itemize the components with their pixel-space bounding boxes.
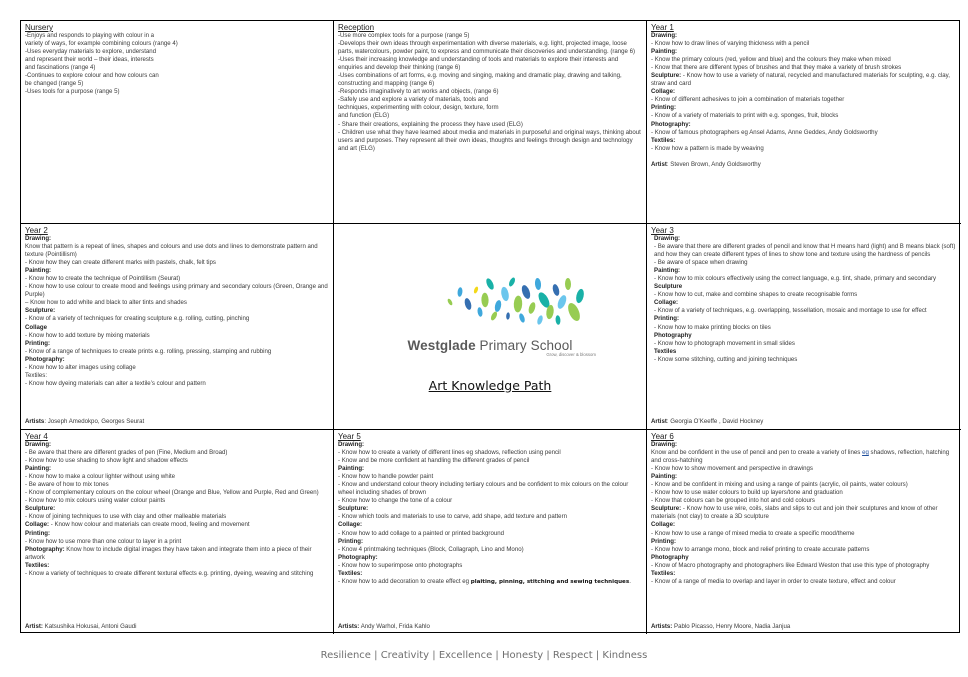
section-label-printing: Printing: bbox=[651, 104, 677, 112]
text-line: - Know how to create a variety of different lines eg shadows, reflection using pencil bbox=[338, 449, 561, 457]
text-line: variety of ways, for example combining colours (range 4) bbox=[25, 40, 178, 48]
section-label-photography: Photography bbox=[651, 553, 689, 561]
leaf-shape bbox=[536, 315, 544, 326]
artist-label: Artists: bbox=[651, 622, 673, 630]
leaf-shape bbox=[473, 286, 479, 294]
text-line: - Know how to add texture by mixing materials bbox=[25, 331, 150, 339]
text-line: -Develops their own ideas through experimentation with diverse materials, e.g. light, projected image, loose parts, watercolours, powder paint, to express and communicate their discoveries and understanding. (range 6) bbox=[338, 40, 636, 56]
school-value: Honesty bbox=[501, 650, 544, 661]
text-line: - Know how to make a colour lighter without using white bbox=[25, 473, 176, 481]
section-label-drawing: Drawing: bbox=[651, 32, 678, 39]
text-line: - Be aware that there are different grades of pen (Fine, Medium and Broad) bbox=[25, 449, 228, 457]
text-line: - Know how to photograph movement in small slides bbox=[654, 339, 795, 347]
section-label-printing: Printing: bbox=[25, 339, 51, 347]
school-values-footer bbox=[0, 650, 968, 661]
text-line: - Know and be confident in mixing and using a range of paints (acrylic, oil paints, water colours) bbox=[651, 481, 908, 489]
text-line: -Safely use and explore a variety of materials, tools and bbox=[338, 96, 489, 104]
text-line: - Share their creations, explaining the process they have used (ELG) bbox=[338, 120, 523, 128]
text-line: - Know the primary colours (red, yellow and blue) and the colours they make when mixed bbox=[651, 56, 891, 64]
section-label-drawing: Drawing: bbox=[25, 441, 52, 448]
cell-heading: Year 1 bbox=[651, 23, 674, 32]
cell-year-1 bbox=[647, 21, 961, 224]
leaf-shape bbox=[527, 302, 536, 315]
school-value: Kindness bbox=[602, 650, 648, 661]
text-line: - Know how to handle powder paint bbox=[338, 473, 434, 481]
section-label-painting: Painting: bbox=[654, 267, 681, 275]
school-value: Respect bbox=[552, 650, 593, 661]
leaf-shape bbox=[566, 302, 583, 323]
section-collage bbox=[651, 307, 957, 315]
school-name-bold: Westglade bbox=[407, 338, 476, 354]
artist-names: Katsushika Hokusai, Antoni Gaudi bbox=[42, 622, 137, 630]
section-collage bbox=[651, 96, 957, 104]
section-painting bbox=[651, 275, 957, 283]
text-line: - Be aware of how to mix tones bbox=[25, 481, 109, 489]
artist-label: Artist bbox=[651, 160, 667, 168]
leaf-shape bbox=[565, 278, 571, 290]
leaf-shape bbox=[506, 313, 510, 320]
text-line: - Know 4 printmaking techniques (Block, Collagraph, Lino and Mono) bbox=[338, 545, 524, 553]
text-line: - Know how to cut, make and combine shapes to create recognisable forms bbox=[654, 291, 858, 299]
text-line: - Know of different adhesives to join a combination of materials together bbox=[651, 96, 845, 104]
text-line: - Know how to use a range of mixed media to create a specific mood/theme bbox=[651, 529, 855, 537]
text-line: - Know of joining techniques to use with clay and other malleable materials bbox=[25, 513, 227, 521]
text-line: - Children use what they have learned about media and materials in purposeful and original ways, thinking about users and purposes. They represent all their own ideas, thoughts and feelings through design and technology and art (ELG) bbox=[338, 128, 641, 152]
section-photography bbox=[651, 340, 957, 348]
drawing-text: Know and be confident in the use of pencil and pen to create a variety of lines bbox=[651, 449, 863, 457]
section-drawing bbox=[338, 449, 642, 465]
cell-reception bbox=[334, 21, 647, 224]
text-line: Know that pattern is a repeat of lines, shapes and colours and use dots and lines to demonstrate pattern and texture (Pointillism) bbox=[25, 243, 318, 259]
text-line: - Know that colours can be grouped into hot and cold colours bbox=[651, 497, 815, 505]
text-line: - Know and understand colour theory including tertiary colours and be confident to mix colours on the colour wheel including shades of brown bbox=[338, 481, 629, 497]
text-line: - Know some stitching, cutting and joining techniques bbox=[654, 355, 798, 363]
artist-label: Artists bbox=[25, 417, 45, 425]
value-separator: | bbox=[592, 650, 603, 661]
artist-label: Artists: bbox=[338, 622, 360, 630]
cell-year-4 bbox=[21, 430, 334, 634]
cell-heading: Year 3 bbox=[651, 226, 674, 235]
section-printing bbox=[651, 546, 957, 554]
text-line: -Responds imaginatively to art works and objects, (range 6) bbox=[338, 88, 499, 96]
text-line: - Know of a variety of materials to print with e.g. sponges, fruit, blocks bbox=[651, 112, 839, 120]
textiles-text: - Know how to add decoration to create effect eg bbox=[338, 577, 471, 585]
text-line: - Know how they can create different marks with pastels, chalk, felt tips bbox=[25, 259, 216, 267]
section-printing bbox=[25, 538, 329, 546]
leaf-shape bbox=[556, 294, 568, 310]
text-line: and represent their world – their ideas, interests bbox=[25, 56, 154, 64]
section-label-printing: Printing: bbox=[654, 315, 680, 323]
artist-line bbox=[651, 418, 763, 426]
art-knowledge-grid bbox=[20, 20, 960, 633]
text-line: - Know how a pattern is made by weaving bbox=[651, 144, 764, 152]
text-line: -Continues to explore colour and how colours can bbox=[25, 72, 159, 80]
section-label-textiles: Textiles: bbox=[651, 136, 676, 144]
section-sculpture bbox=[338, 513, 642, 521]
value-separator: | bbox=[543, 650, 553, 661]
text-line: - Know how to mix colours using water colour paints bbox=[25, 497, 166, 505]
section-label-sculpture: Sculpture: bbox=[651, 505, 682, 513]
section-label-sculpture: Sculpture: bbox=[338, 505, 369, 513]
text-line: -Uses their increasing knowledge and understanding of tools and materials to explore their interests and enquiries and develop their thinking (range 6) bbox=[338, 56, 619, 72]
cell-heading: Nursery bbox=[25, 23, 54, 32]
section-label-drawing: Drawing: bbox=[651, 441, 678, 448]
section-photography bbox=[651, 129, 957, 137]
section-text: Know how to include digital images they have taken and integrate them into a piece of their artwork bbox=[25, 545, 312, 561]
section-label-textiles: Textiles: bbox=[651, 569, 676, 577]
text-line: techniques, experimenting with colour, design, texture, form bbox=[338, 104, 499, 112]
text-line: - Know how to use more than one colour to layer in a print bbox=[25, 537, 182, 545]
section-painting bbox=[25, 473, 329, 505]
text-line: - Know how to use water colours to build up layers/tone and graduation bbox=[651, 489, 843, 497]
section-label-textiles: Textiles: bbox=[25, 561, 50, 569]
leaf-shape bbox=[508, 277, 517, 288]
section-drawing-intro bbox=[651, 449, 957, 465]
section-label-textiles: Textiles: bbox=[338, 569, 363, 577]
reception-lines bbox=[338, 32, 642, 153]
text-line: - Know of a variety of techniques for creating sculpture e.g. rolling, cutting, pinching bbox=[25, 315, 250, 323]
artist-line bbox=[651, 161, 957, 169]
cell-nursery bbox=[21, 21, 334, 224]
section-label-painting: Painting: bbox=[651, 473, 678, 481]
section-label-textiles: Textiles: bbox=[25, 371, 48, 379]
section-label-drawing: Drawing: bbox=[25, 235, 52, 242]
section-label-painting: Painting: bbox=[25, 267, 52, 275]
cell-school-logo bbox=[334, 224, 647, 430]
section-collage bbox=[651, 530, 957, 538]
section-label-drawing: Drawing: bbox=[654, 235, 681, 242]
text-line: -Uses tools for a purpose (range 5) bbox=[25, 88, 120, 96]
leaf-shape bbox=[457, 287, 463, 297]
section-label-photography: Photography: bbox=[25, 355, 65, 363]
value-separator: | bbox=[370, 650, 381, 661]
section-label-collage: Collage: bbox=[338, 521, 363, 529]
section-photography bbox=[25, 546, 329, 562]
cell-year-5 bbox=[334, 430, 647, 634]
leaf-shape bbox=[534, 278, 541, 291]
page-title: Art Knowledge Path bbox=[428, 377, 552, 393]
artist-line bbox=[651, 623, 790, 631]
section-drawing bbox=[651, 465, 957, 473]
section-photography bbox=[338, 562, 642, 570]
section-label-sculpture: Sculpture: bbox=[651, 72, 682, 80]
text-line: - Know how to superimpose onto photographs bbox=[338, 561, 463, 569]
school-tagline: Grow, discover & blossom bbox=[546, 352, 596, 358]
section-label-sculpture: Sculpture bbox=[654, 283, 683, 291]
section-sculpture bbox=[25, 513, 329, 521]
section-label-collage: Collage: bbox=[25, 521, 50, 529]
section-photography bbox=[25, 364, 329, 372]
section-collage bbox=[25, 521, 329, 529]
text-line: be changed (range 5) bbox=[25, 80, 84, 88]
section-text: - Know how to use a variety of natural, recycled and manufactured materials for sculpting, e.g. clay, straw and card bbox=[651, 72, 950, 88]
text-line: -Uses everyday materials to explore, understand bbox=[25, 48, 157, 56]
text-line: - Know of complementary colours on the colour wheel (Orange and Blue, Yellow and Purple, Red and Green) bbox=[25, 489, 319, 497]
section-painting bbox=[651, 481, 957, 505]
text-line: and function (ELG) bbox=[338, 112, 390, 120]
section-label-printing: Printing: bbox=[338, 537, 364, 545]
text-line: - Know how dyeing materials can alter a textile’s colour and pattern bbox=[25, 379, 206, 387]
artist-names: : Georgia O’Keeffe , David Hockney bbox=[666, 417, 764, 425]
section-text: - Know how colour and materials can create mood, feeling and movement bbox=[49, 521, 250, 529]
section-photography bbox=[651, 562, 957, 570]
leaf-shape bbox=[447, 298, 454, 306]
section-collage bbox=[25, 332, 329, 340]
leaf-shape bbox=[494, 300, 502, 313]
artist-names: Andy Warhol, Frida Kahlo bbox=[359, 622, 430, 630]
text-line: - Know how to draw lines of varying thickness with a pencil bbox=[651, 40, 810, 48]
leaf-shape bbox=[513, 296, 522, 313]
school-name-rest: Primary School bbox=[475, 338, 573, 354]
section-label-painting: Painting: bbox=[651, 48, 678, 56]
cell-heading: Year 5 bbox=[338, 432, 361, 441]
artist-label: Artist: bbox=[25, 622, 43, 630]
section-drawing bbox=[25, 243, 329, 267]
leaf-shape bbox=[463, 298, 472, 311]
text-line: - Know that there are different types of brushes and that they make a variety of brush strokes bbox=[651, 64, 902, 72]
leaf-shape bbox=[575, 289, 585, 305]
section-sculpture bbox=[25, 315, 329, 323]
cell-heading: Year 4 bbox=[25, 432, 48, 441]
section-drawing bbox=[651, 40, 957, 48]
section-label-printing: Printing: bbox=[651, 537, 677, 545]
cell-year-6 bbox=[647, 430, 961, 634]
section-label-printing: Printing: bbox=[25, 529, 51, 537]
text-line: - Know how to add collage to a painted or printed background bbox=[338, 529, 504, 537]
section-drawing bbox=[651, 243, 957, 267]
text-line: - Know of famous photographers eg Ansel Adams, Anne Geddes, Andy Goldsworthy bbox=[651, 128, 878, 136]
text-line: - Know a variety of techniques to create different textural effects e.g. printing, dyeing, weaving and stitching bbox=[25, 569, 314, 577]
leaf-shape bbox=[477, 307, 483, 317]
leaf-shape bbox=[552, 284, 561, 297]
school-name bbox=[407, 338, 573, 354]
section-drawing bbox=[25, 449, 329, 465]
section-textiles bbox=[651, 578, 957, 586]
section-sculpture bbox=[651, 72, 957, 88]
section-painting bbox=[651, 56, 957, 72]
text-line: - Know how to make printing blocks on tiles bbox=[654, 323, 771, 331]
artist-line bbox=[338, 623, 430, 631]
section-text: - Know how to use wire, coils, slabs and slips to cut and join their sculptures and know of other materials (not clay) to create a 3D sculpture bbox=[651, 505, 938, 521]
text-line: - Know how to use colour to create mood and feelings using primary and secondary colours (Green, Orange and Purple) bbox=[25, 283, 328, 299]
section-label-drawing: Drawing: bbox=[338, 441, 365, 448]
section-label-photography: Photography: bbox=[651, 120, 691, 128]
section-printing bbox=[651, 324, 957, 332]
section-label-photography: Photography: bbox=[338, 553, 378, 561]
text-line: -Uses combinations of art forms, e.g. moving and singing, making and dramatic play, drawing and talking, constructing and mapping (range 6) bbox=[338, 72, 622, 88]
cell-heading: Reception bbox=[338, 23, 375, 32]
drawing-eg-link[interactable]: eg bbox=[862, 449, 869, 457]
section-label-collage: Collage bbox=[25, 323, 48, 331]
cell-year-3 bbox=[647, 224, 961, 430]
section-sculpture bbox=[651, 291, 957, 299]
text-line: - Know of Macro photography and photographers like Edward Weston that use this type of photography bbox=[651, 561, 930, 569]
artist-names: : Joseph Amedokpo, Georges Seurat bbox=[44, 417, 145, 425]
text-line: – Know how to add white and black to alter tints and shades bbox=[25, 299, 187, 307]
section-label-textiles: Textiles bbox=[654, 347, 677, 355]
leaf-shape bbox=[481, 293, 489, 308]
section-label-painting: Painting: bbox=[338, 465, 365, 473]
leaf-shape bbox=[555, 315, 561, 325]
section-painting bbox=[25, 275, 329, 307]
text-line: - Know how to arrange mono, block and relief printing to create accurate patterns bbox=[651, 545, 870, 553]
section-label-sculpture: Sculpture: bbox=[25, 307, 56, 315]
leaves-logo-icon bbox=[390, 272, 590, 342]
text-line: - Know how to show movement and perspective in drawings bbox=[651, 465, 813, 473]
text-line: - Know of a range of techniques to create prints e.g. rolling, pressing, stamping and rubbing bbox=[25, 347, 272, 355]
leaf-shape bbox=[500, 287, 510, 303]
section-sculpture bbox=[651, 505, 957, 521]
value-separator: | bbox=[429, 650, 439, 661]
leaf-shape bbox=[520, 284, 532, 300]
text-line: - Know of a variety of techniques, e.g. overlapping, tessellation, mosaic and montage to use for effect bbox=[654, 307, 927, 315]
text-line: - Be aware of space when drawing bbox=[654, 259, 748, 267]
section-printing bbox=[651, 112, 957, 120]
section-label-collage: Collage: bbox=[651, 88, 676, 96]
section-label-painting: Painting: bbox=[25, 465, 52, 473]
section-textiles bbox=[651, 145, 957, 153]
text-line: - Know which tools and materials to use to carve, add shape, add texture and pattern bbox=[338, 513, 567, 521]
artist-names: Pablo Picasso, Henry Moore, Nadia Janjua bbox=[672, 622, 791, 630]
artist-line bbox=[25, 418, 144, 426]
text-line: - Know how to use shading to show light and shadow effects bbox=[25, 457, 188, 465]
school-value: Resilience bbox=[320, 650, 371, 661]
text-line: - Know and be more confident at handling the different grades of pencil bbox=[338, 457, 530, 465]
section-painting bbox=[338, 473, 642, 505]
text-line: - Know how to alter images using collage bbox=[25, 363, 136, 371]
cell-year-2 bbox=[21, 224, 334, 430]
text-line: -Use more complex tools for a purpose (range 5) bbox=[338, 32, 470, 39]
text-line: - Know of a range of media to overlap and layer in order to create texture, effect and colour bbox=[651, 577, 896, 585]
section-label-collage: Collage: bbox=[654, 299, 679, 307]
school-value: Creativity bbox=[380, 650, 430, 661]
artist-names: : Steven Brown, Andy Goldsworthy bbox=[666, 160, 761, 168]
text-line: and fascinations (range 4) bbox=[25, 64, 96, 72]
section-label-sculpture: Sculpture: bbox=[25, 505, 56, 513]
section-label-photography: Photography bbox=[654, 331, 692, 339]
leaf-shape bbox=[490, 311, 499, 322]
section-label-collage: Collage: bbox=[651, 521, 676, 529]
artist-line bbox=[25, 623, 136, 631]
nursery-lines bbox=[25, 32, 329, 96]
leaf-shape bbox=[518, 313, 526, 324]
text-line: - Know how to create the technique of Pointillism (Seurat) bbox=[25, 275, 181, 283]
text-line: -Enjoys and responds to playing with colour in a bbox=[25, 32, 155, 39]
drawing-text-rest: shadows, reflection, hatching and cross-hatching bbox=[651, 449, 950, 465]
text-line: - Be aware that there are different grades of pencil and know that H means hard (light) and B means black (soft) and how they can create different types of lines to show tone and texture using the hardness of pencils bbox=[654, 243, 956, 259]
school-value: Excellence bbox=[438, 650, 493, 661]
cell-heading: Year 6 bbox=[651, 432, 674, 441]
section-textiles bbox=[651, 356, 957, 364]
section-printing bbox=[25, 348, 329, 356]
section-collage bbox=[338, 530, 642, 538]
value-separator: | bbox=[492, 650, 502, 661]
textiles-suffix: . bbox=[629, 577, 631, 585]
section-printing bbox=[338, 546, 642, 554]
artist-label: Artist bbox=[651, 417, 667, 425]
textiles-bold-text: plaiting, pinning, stitching and sewing techniques bbox=[470, 578, 630, 585]
section-textiles bbox=[25, 380, 329, 388]
leaf-shape bbox=[485, 278, 496, 291]
cell-heading: Year 2 bbox=[25, 226, 48, 235]
section-textiles bbox=[338, 578, 642, 586]
section-label-photography: Photography: bbox=[25, 545, 65, 553]
text-line: - Know how to change the tone of a colour bbox=[338, 497, 453, 505]
text-line: - Know how to mix colours effectively using the correct language, e.g. tint, shade, primary and secondary bbox=[654, 275, 937, 283]
section-textiles bbox=[25, 570, 329, 578]
